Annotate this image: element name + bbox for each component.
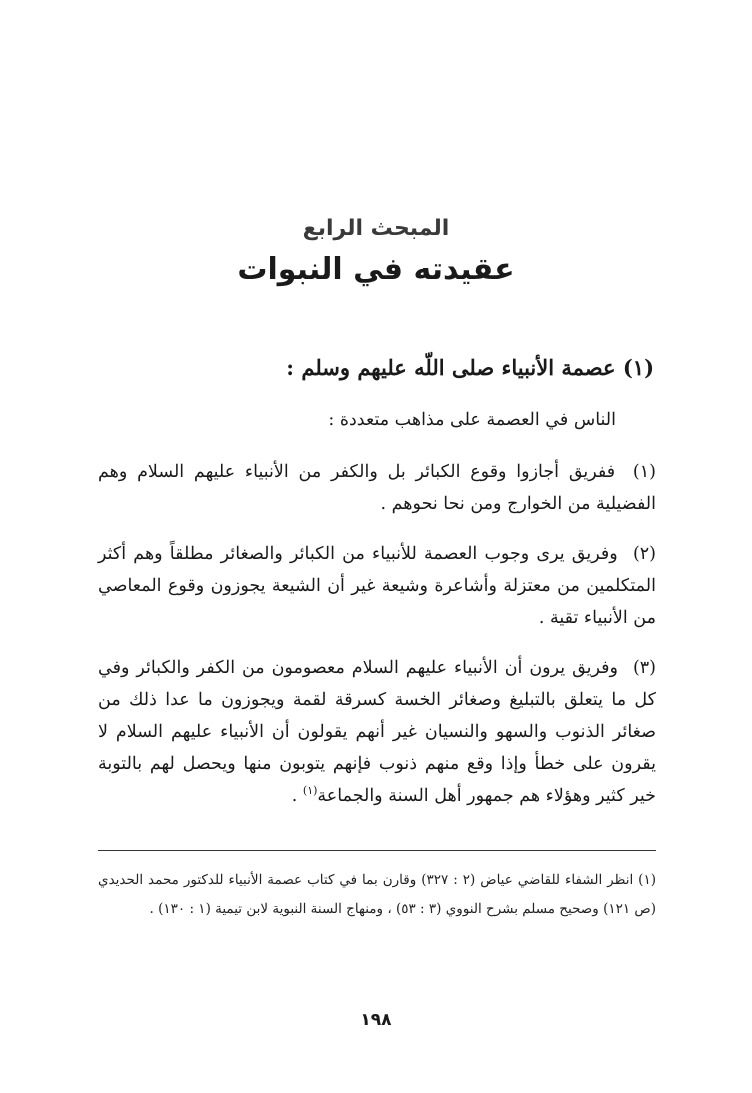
paragraph-text: وفريق يرون أن الأنبياء عليهم السلام معصومون من الكفر والكبائر وفي كل ما يتعلق بالتبليغ وصغائر الخسة كسرقة لقمة ويجوزون ما عدا ذلك من صغائر الذنوب والسهو والنسيان غير أنهم يقولون أن الأنبياء عليهم السلام لا يقرون على خطأ وإذا وقع منهم ذنوب فإنهم يتوبون منها ويحصل لهم بالتوبة خير كثير وهؤلاء هم جمهور أهل السنة والجماعة	[98, 658, 656, 806]
paragraph-text: ففريق أجازوا وقوع الكبائر بل والكفر من الأنبياء عليهم السلام وهم الفضيلية من الخوارج ومن نحا نحوهم .	[98, 462, 656, 514]
paragraph-number: (١)	[632, 462, 656, 482]
paragraph-number: (٢)	[632, 544, 656, 564]
subheading: (١) عصمة الأنبياء صلى اللّه عليهم وسلم :	[286, 355, 654, 380]
intro-line: الناس في العصمة على مذاهب متعددة :	[328, 410, 616, 430]
section-title: عقيدته في النبوات	[237, 252, 515, 287]
footnote-reference[interactable]: (١)	[302, 784, 318, 798]
section-header	[0, 212, 752, 290]
paragraph-text: وفريق يرى وجوب العصمة للأنبياء من الكبائر والصغائر مطلقاً وهم أكثر المتكلمين من معتزلة وأشاعرة وشيعة غير أن الشيعة يجوزون وقوع المعاصي من الأنبياء تقية .	[98, 544, 656, 628]
paragraph-3	[98, 652, 656, 812]
paragraph-end: .	[291, 786, 303, 806]
footnote: (١) انظر الشفاء للقاضي عياض (٢ : ٣٢٧) وقارن بما في كتاب عصمة الأنبياء للدكتور محمد الحديدي (ص ١٢١) وصحيح مسلم بشرح النووي (٣ : ٥٣) ، ومنهاج السنة النبوية لابن تيمية (١ : ١٣٠) .	[98, 872, 656, 917]
footnote-divider	[98, 850, 656, 851]
paragraph-1	[98, 456, 656, 520]
page-number: ١٩٨	[360, 1010, 392, 1030]
paragraph-2	[98, 538, 656, 634]
section-label: المبحث الرابع	[302, 216, 450, 241]
paragraph-number: (٣)	[632, 658, 656, 678]
